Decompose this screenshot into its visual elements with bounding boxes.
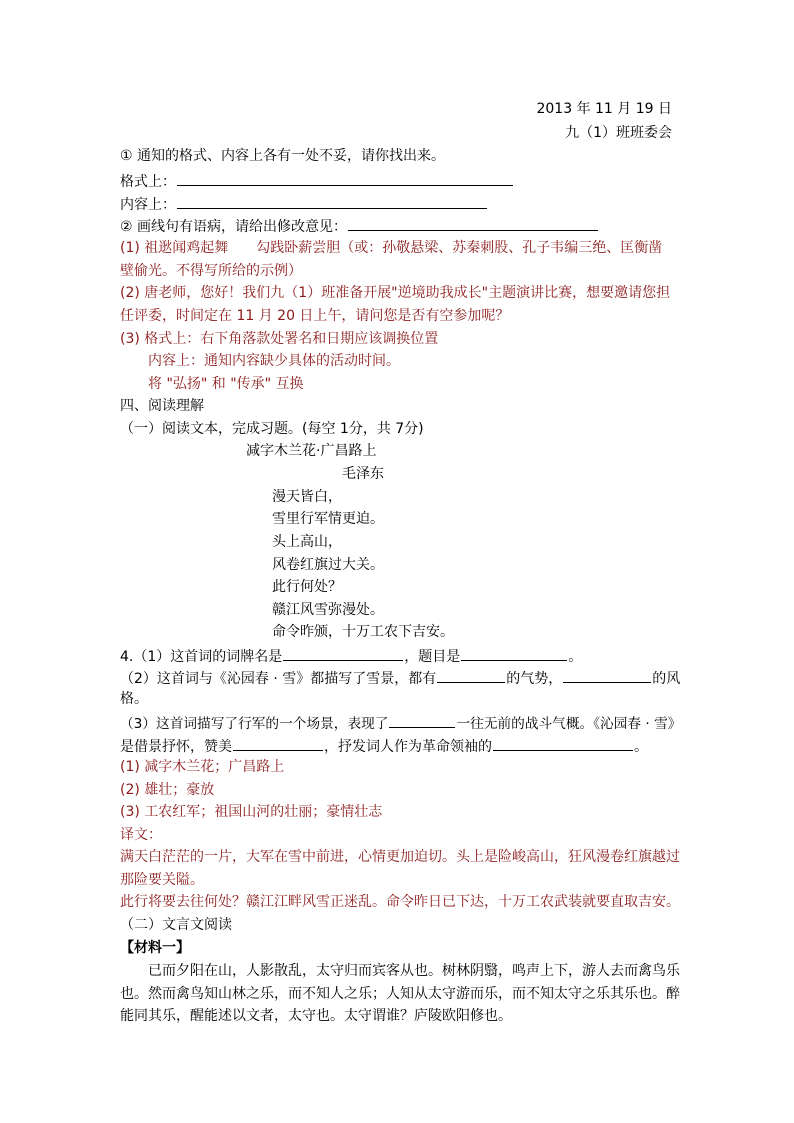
question-text: ，抒发词人作为革命领袖的 <box>324 739 492 755</box>
answer-text: (2) 雄壮；豪放 <box>120 782 215 798</box>
passage-line: 能同其乐，醒能述以文者，太守也。太守谓谁？庐陵欧阳修也。 <box>120 1008 512 1024</box>
format-answer-line <box>120 171 514 191</box>
passage-line: 已而夕阳在山，人影散乱，太守归而宾客从也。树林阴翳，鸣声上下，游人去而禽鸟乐 <box>148 963 680 979</box>
answer-text: 任评委，时间定在 11 月 20 日上午，请问您是否有空参加呢？ <box>120 308 510 324</box>
poem-title: 减字木兰花·广昌路上 <box>246 443 377 459</box>
answer-blank[interactable] <box>348 216 598 231</box>
poem-line: 风卷红旗过大关。 <box>272 557 384 573</box>
question-text: ，题目是 <box>404 649 461 665</box>
question-4-1 <box>120 646 582 666</box>
question-2: ② 画线句有语病，请给出修改意见： <box>120 219 348 235</box>
content-answer-line <box>120 194 488 214</box>
question-1: ① 通知的格式、内容上各有一处不妥，请你找出来。 <box>120 148 445 164</box>
translation-text: 满天白茫茫的一片，大军在雪中前进，心情更加迫切。头上是险峻高山，狂风漫卷红旗越过 <box>120 849 680 865</box>
question-text: 的风 <box>652 671 681 687</box>
material-heading: 【材料一】 <box>120 940 190 956</box>
question-text: （2）这首词与《沁园春 · 雪》都描写了雪景，都有 <box>120 671 437 687</box>
answer-text: 将 "弘扬" 和 "传承" 互换 <box>148 376 304 392</box>
answer-blank[interactable] <box>563 668 651 683</box>
answer-text: (2) 唐老师，您好！我们九（1）班准备开展"逆境助我成长"主题演讲比赛，想要邀请您担 <box>120 285 671 301</box>
question-4-2-cont: 格。 <box>120 691 148 707</box>
question-text: 4.（1）这首词的词牌名是 <box>120 649 283 665</box>
answer-blank[interactable] <box>177 171 513 186</box>
poem-line: 雪里行军情更迫。 <box>272 511 384 527</box>
question-4-3-cont <box>120 736 648 756</box>
question-text: 的气势， <box>506 671 563 687</box>
poem-line: 此行何处？ <box>272 579 342 595</box>
answer-text: (3) 格式上：右下角落款处署名和日期应该调换位置 <box>120 331 439 347</box>
section-heading: 四、阅读理解 <box>120 398 204 414</box>
subsection-heading: （一）阅读文本，完成习题。(每空 1分，共 7分) <box>120 421 424 437</box>
answer-blank[interactable] <box>389 713 455 728</box>
content-label: 内容上： <box>120 197 176 213</box>
question-text: 。 <box>568 649 583 665</box>
answer-text: (1) 减字木兰花；广昌路上 <box>120 759 285 775</box>
question-text: 是借景抒怀，赞美 <box>120 739 232 755</box>
answer-blank[interactable] <box>177 194 487 209</box>
translation-label: 译文： <box>120 827 162 843</box>
question-text: （3）这首词描写了行军的一个场景，表现了 <box>120 716 389 732</box>
poem-line: 命令昨颁，十万工农下吉安。 <box>272 624 454 640</box>
answer-text: (1) 祖逖闻鸡起舞 勾践卧薪尝胆（或：孙敬悬梁、苏秦刺股、孔子韦编三绝、匡衡凿 <box>120 240 663 256</box>
question-text: 。 <box>634 739 648 755</box>
poem-line: 头上高山， <box>272 534 342 550</box>
answer-text: 壁偷光。不得写所给的示例） <box>120 263 302 279</box>
answer-blank[interactable] <box>233 736 323 751</box>
answer-blank[interactable] <box>437 668 505 683</box>
poem-line: 漫天皆白， <box>272 489 342 505</box>
answer-text: (3) 工农红军；祖国山河的壮丽；豪情壮志 <box>120 804 383 820</box>
translation-text: 那险要关隘。 <box>120 872 204 888</box>
poem-author: 毛泽东 <box>342 466 384 482</box>
notice-date: 2013 年 11 月 19 日 <box>536 101 672 117</box>
answer-text: 内容上：通知内容缺少具体的活动时间。 <box>148 353 400 369</box>
answer-blank[interactable] <box>283 646 403 661</box>
translation-text: 此行将要去往何处？赣江江畔风雪正迷乱。命令昨日已下达，十万工农武装就要直取吉安。 <box>120 894 680 910</box>
format-label: 格式上： <box>120 174 176 190</box>
poem-line: 赣江风雪弥漫处。 <box>272 602 384 618</box>
answer-blank[interactable] <box>461 646 567 661</box>
question-4-2 <box>120 668 680 688</box>
subsection-heading: （二）文言文阅读 <box>120 917 232 933</box>
question-4-3 <box>120 713 681 733</box>
answer-blank[interactable] <box>493 736 633 751</box>
question-text: 一往无前的战斗气概。《沁园春 · 雪》 <box>456 716 682 732</box>
question-2-line <box>120 216 599 236</box>
passage-line: 也。然而禽鸟知山林之乐，而不知人之乐；人知从太守游而乐，而不知太守之乐其乐也。醉 <box>120 986 680 1002</box>
notice-signature: 九（1）班班委会 <box>565 125 672 141</box>
